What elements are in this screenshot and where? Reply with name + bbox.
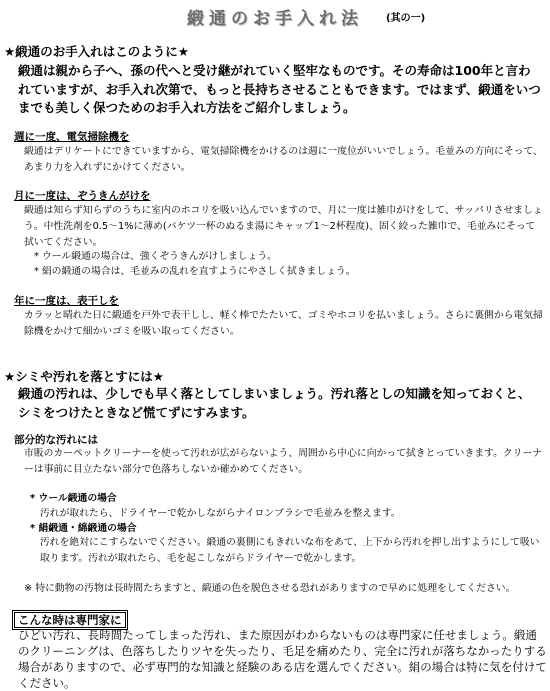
wool-text: 汚れが取れたら、ドライヤーで乾かしながらナイロンブラシで毛並みを整えます。: [40, 508, 401, 519]
monthly-note-wool: * ウール緞通の場合は、強くぞうきんがけしましょう。: [34, 251, 277, 262]
section-heading-stains: ★シミや汚れを落とすには★: [4, 369, 164, 384]
partial-text: 市販のカーペットクリーナーを使って汚れが広がらないよう、周囲から中心に向かって拭きとっていきます。クリーナーは事前に目立たない部分で色落ちしないか確かめてください。: [24, 448, 543, 475]
expert-text: ひどい汚れ、長時間たってしまった汚れ、また原因がわからないものは専門家に任せましょう。緞通のクリーニングは、色落ちしたりツヤを失ったり、毛足を痛めたり、完全に汚れが落ちなかったりする場合がありますので、必ず専門的な知識と経験のある店を選んでください。絹の場合は特に気を付けてください。: [18, 628, 547, 690]
yearly-label: 年に一度は、表干しを: [14, 295, 119, 307]
weekly-text: 緞通はデリケートにできていますから、電気掃除機をかけるのは週に一度位がいいでしょう。毛並みの方向にそって、あまり力を入れずにかけてください。: [24, 146, 543, 173]
monthly-note-silk: * 絹の緞通の場合は、毛並みの乱れを直すようにやさしく拭きましょう。: [34, 266, 356, 277]
page-title-sub: (其の一): [386, 13, 426, 24]
care-intro: 緞通は親から子へ、孫の代へと受け継がれていく堅牢なものです。その寿命は100年と言われていますが、お手入れ次第で、もっと長持ちさせることもできます。ではまず、緞通をいつまでも美しく保つためのお手入れ方法をご紹介しましょう。: [18, 63, 541, 115]
weekly-label: 週に一度、電気掃除機を: [14, 131, 130, 143]
warning-note: ※ 特に動物の汚物は長時間たちますと、緞通の色を脱色させる恐れがありますので早めに処理をしてください。: [24, 583, 516, 594]
expert-label-box: こんな時は専門家に: [14, 612, 126, 628]
stains-intro: 緞通の汚れは、少しでも早く落としてしまいましょう。汚れ落としの知識を知っておくと、シミをつけたときなど慌てずにすみます。: [18, 386, 531, 420]
partial-label: 部分的な汚れには: [14, 434, 98, 446]
monthly-label: 月に一度は、ぞうきんがけを: [14, 190, 151, 202]
page-title: 緞通のお手入れ法: [187, 9, 363, 29]
section-heading-care: ★緞通のお手入れはこのように★: [4, 44, 189, 59]
silk-text: 汚れを絶対にこすらないでください。緞通の裏側にもきれいな布をあて、上下から汚れを押し出すようにして吸い取ります。汚れが取れたら、毛を起こしながらドライヤーで乾かします。: [40, 537, 540, 564]
silk-label: * 絹緞通・綿緞通の場合: [30, 523, 137, 534]
wool-label: * ウール緞通の場合: [30, 493, 117, 504]
monthly-text: 緞通は知らず知らずのうちに室内のホコリを吸い込んでいますので、月に一度は雑巾がけをして、サッパリさせましょう。中性洗剤を0.5〜1%に薄め(バケツ一杯のぬるま湯にキャップ1〜2杯程度)、固く絞った雑巾で、毛並みにそって拭いてください。: [24, 205, 543, 248]
yearly-text: カラッと晴れた日に緞通を戸外で表干しし、軽く棒でたたいて、ゴミやホコリを払いましょう。さらに裏側から電気掃除機をかけて細かいゴミを吸い取ってください。: [24, 310, 543, 337]
